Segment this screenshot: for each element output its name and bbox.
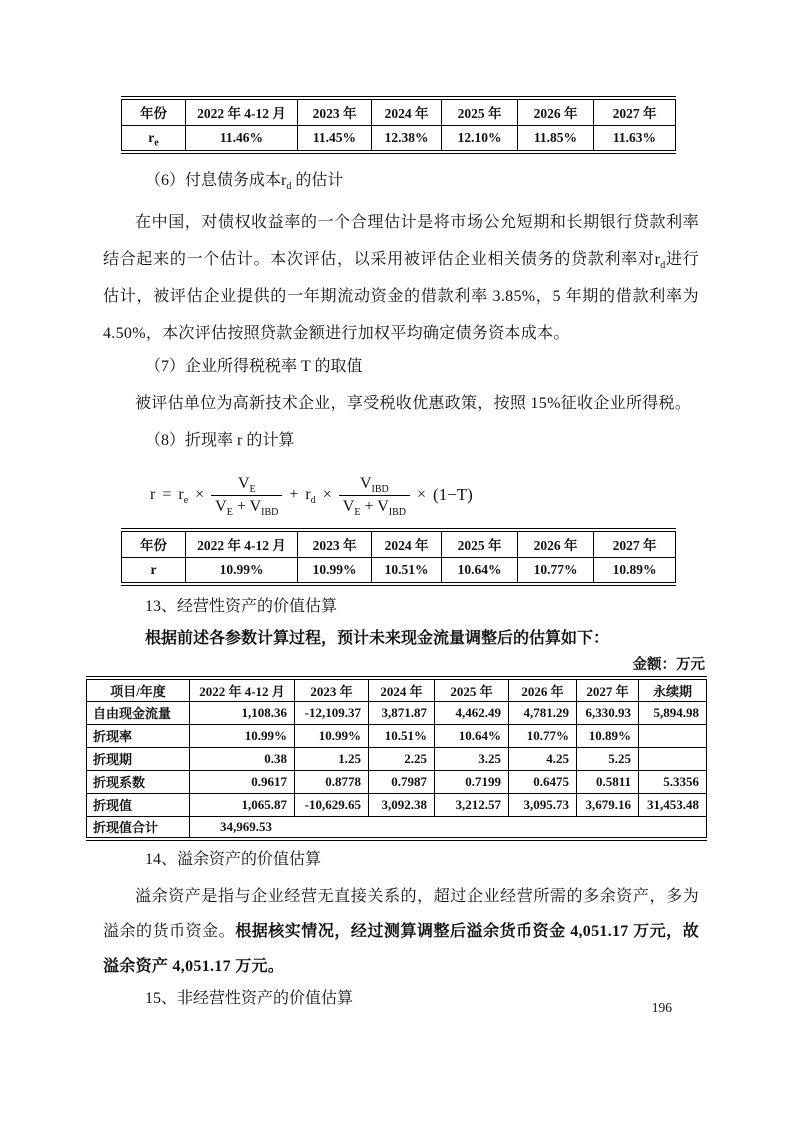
formula-tax-term: (1−T)	[433, 485, 473, 504]
table-row	[122, 125, 676, 152]
header-cell: 永续期	[639, 678, 707, 701]
value-cell: 0.5811	[577, 770, 639, 793]
equity-cost-table	[121, 96, 676, 154]
formula-debt-fraction: $\frac{V_{IBD}}{V_E + V_{IBD}}$	[339, 473, 410, 518]
table-row	[87, 816, 707, 839]
table-row	[87, 678, 707, 701]
value-cell: 1,108.36	[190, 701, 295, 724]
header-cell: 年份	[122, 530, 186, 557]
amount-unit-label: 金额：万元	[632, 657, 705, 673]
surplus-asset-bold-text: 根据核实情况，经过测算调整后溢余货币资金 4,051.17 万元，故溢余资产 4,051.17 万元。	[103, 923, 700, 975]
section15-heading: 15、非经营性资产的价值估算	[145, 990, 354, 1007]
value-cell: 12.10%	[442, 125, 518, 152]
value-cell: 3,095.73	[509, 793, 577, 816]
header-cell: 2024 年	[372, 530, 442, 557]
section13-heading: 13、经营性资产的价值估算	[145, 598, 338, 615]
header-cell: 2026 年	[518, 530, 594, 557]
value-cell: 3,679.16	[577, 793, 639, 816]
section14-paragraph: 溢余资产是指与企业经营无直接关系的，超过企业经营所需的多余资产，多为溢余的货币资金。根据核实情况，经过测算调整后溢余货币资金 4,051.17 万元，故溢余资产 4,051.17 万元。	[103, 888, 700, 975]
value-cell: 4,462.49	[435, 701, 509, 724]
value-cell: 3,212.57	[435, 793, 509, 816]
value-cell: 11.63%	[594, 125, 676, 152]
value-cell: 10.99%	[295, 724, 369, 747]
value-cell: 0.38	[190, 747, 295, 770]
table-row	[122, 530, 676, 557]
formula-equity-fraction: $\frac{V_E}{V_E + V_{IBD}}$	[211, 473, 282, 518]
header-cell: 2022 年 4-12 月	[186, 530, 298, 557]
value-cell: 10.51%	[369, 724, 435, 747]
section7-heading: （7）企业所得税税率 T 的取值	[145, 358, 363, 375]
header-cell: 2025 年	[442, 98, 518, 125]
value-cell: 11.45%	[298, 125, 372, 152]
value-cell: 5.25	[577, 747, 639, 770]
formula-times: ×	[417, 486, 427, 503]
value-cell: 5.3356	[639, 770, 707, 793]
value-cell: 10.99%	[186, 557, 298, 584]
value-cell: 10.64%	[442, 557, 518, 584]
row-label: 自由现金流量	[87, 701, 190, 724]
header-cell: 2023 年	[298, 530, 372, 557]
header-cell: 2026 年	[509, 678, 577, 701]
value-cell: 12.38%	[372, 125, 442, 152]
header-cell: 2022 年 4-12 月	[186, 98, 298, 125]
header-cell: 年份	[122, 98, 186, 125]
formula-times: ×	[195, 486, 205, 503]
value-cell: 3.25	[435, 747, 509, 770]
formula-plus: +	[289, 486, 299, 503]
table-row	[87, 724, 707, 747]
table-row	[122, 98, 676, 125]
value-cell: 2.25	[369, 747, 435, 770]
table-row	[87, 747, 707, 770]
discount-rate-formula	[150, 464, 793, 526]
value-cell: 31,453.48	[639, 793, 707, 816]
formula-rd: $r_d$	[305, 486, 316, 507]
header-cell: 2024 年	[372, 98, 442, 125]
value-cell: 10.77%	[509, 724, 577, 747]
header-cell: 项目/年度	[87, 678, 190, 701]
header-cell: 2027 年	[594, 98, 676, 125]
formula-lhs: r	[150, 486, 156, 503]
value-cell: 4,781.29	[509, 701, 577, 724]
value-cell: 1,065.87	[190, 793, 295, 816]
value-cell: 11.85%	[518, 125, 594, 152]
value-cell: 4.25	[509, 747, 577, 770]
value-cell: 0.8778	[295, 770, 369, 793]
value-cell: 3,092.38	[369, 793, 435, 816]
value-cell: 1.25	[295, 747, 369, 770]
value-cell: 6,330.93	[577, 701, 639, 724]
value-cell: 10.99%	[298, 557, 372, 584]
value-cell: 0.7199	[435, 770, 509, 793]
section8-heading: （8）折现率 r 的计算	[145, 432, 295, 449]
value-cell: -12,109.37	[295, 701, 369, 724]
row-label: 折现期	[87, 747, 190, 770]
value-cell: 11.46%	[186, 125, 298, 152]
value-cell: 0.9617	[190, 770, 295, 793]
row-label: 折现系数	[87, 770, 190, 793]
header-cell: 2022 年 4-12 月	[190, 678, 295, 701]
section13-bold-line: 根据前述各参数计算过程，预计未来现金流量调整后的估算如下：	[145, 630, 610, 647]
total-value-cell: 34,969.53	[190, 816, 707, 839]
page-number: 196	[651, 1000, 672, 1015]
row-label: 折现值	[87, 793, 190, 816]
value-cell: 10.89%	[577, 724, 639, 747]
section7-paragraph: 被评估单位为高新技术企业，享受税收优惠政策，按照 15%征收企业所得税。	[135, 395, 692, 412]
row-label: 折现值合计	[87, 816, 190, 839]
table-row	[87, 770, 707, 793]
value-cell: 10.77%	[518, 557, 594, 584]
formula-equals: =	[162, 486, 172, 503]
header-cell: 2026 年	[518, 98, 594, 125]
value-cell: 10.64%	[435, 724, 509, 747]
row-label: r	[122, 557, 186, 584]
header-cell: 2025 年	[435, 678, 509, 701]
value-cell: 0.6475	[509, 770, 577, 793]
value-cell: -10,629.65	[295, 793, 369, 816]
cashflow-estimate-table	[86, 676, 707, 841]
discount-rate-table	[121, 528, 676, 586]
table-row	[87, 701, 707, 724]
table-row	[87, 793, 707, 816]
section14-heading: 14、溢余资产的价值估算	[145, 851, 322, 868]
value-cell: 3,871.87	[369, 701, 435, 724]
header-cell: 2027 年	[594, 530, 676, 557]
table-row	[122, 557, 676, 584]
header-cell: 2023 年	[295, 678, 369, 701]
value-cell	[639, 747, 707, 770]
section6-heading: （6）付息债务成本$r_d$ 的估计	[145, 172, 344, 193]
header-cell: 2025 年	[442, 530, 518, 557]
header-cell: 2023 年	[298, 98, 372, 125]
value-cell	[639, 724, 707, 747]
value-cell: 5,894.98	[639, 701, 707, 724]
value-cell: 10.51%	[372, 557, 442, 584]
header-cell: 2027 年	[577, 678, 639, 701]
row-label: $r_e$	[122, 125, 186, 152]
value-cell: 10.99%	[190, 724, 295, 747]
header-cell: 2024 年	[369, 678, 435, 701]
section6-paragraph: 在中国，对债权收益率的一个合理估计是将市场公允短期和长期银行贷款利率结合起来的一个估计。本次评估，以采用被评估企业相关债务的贷款利率对$r_d$进行估计，被评估企业提供的一年期流动资金的借款利率 3.85%，5 年期的借款利率为 4.50%，本次评估按照贷款金额进行加权平均确定债务资本成本。	[103, 214, 699, 342]
value-cell: 10.89%	[594, 557, 676, 584]
formula-re: $r_e$	[178, 486, 189, 507]
value-cell: 0.7987	[369, 770, 435, 793]
formula-times: ×	[322, 486, 332, 503]
row-label: 折现率	[87, 724, 190, 747]
